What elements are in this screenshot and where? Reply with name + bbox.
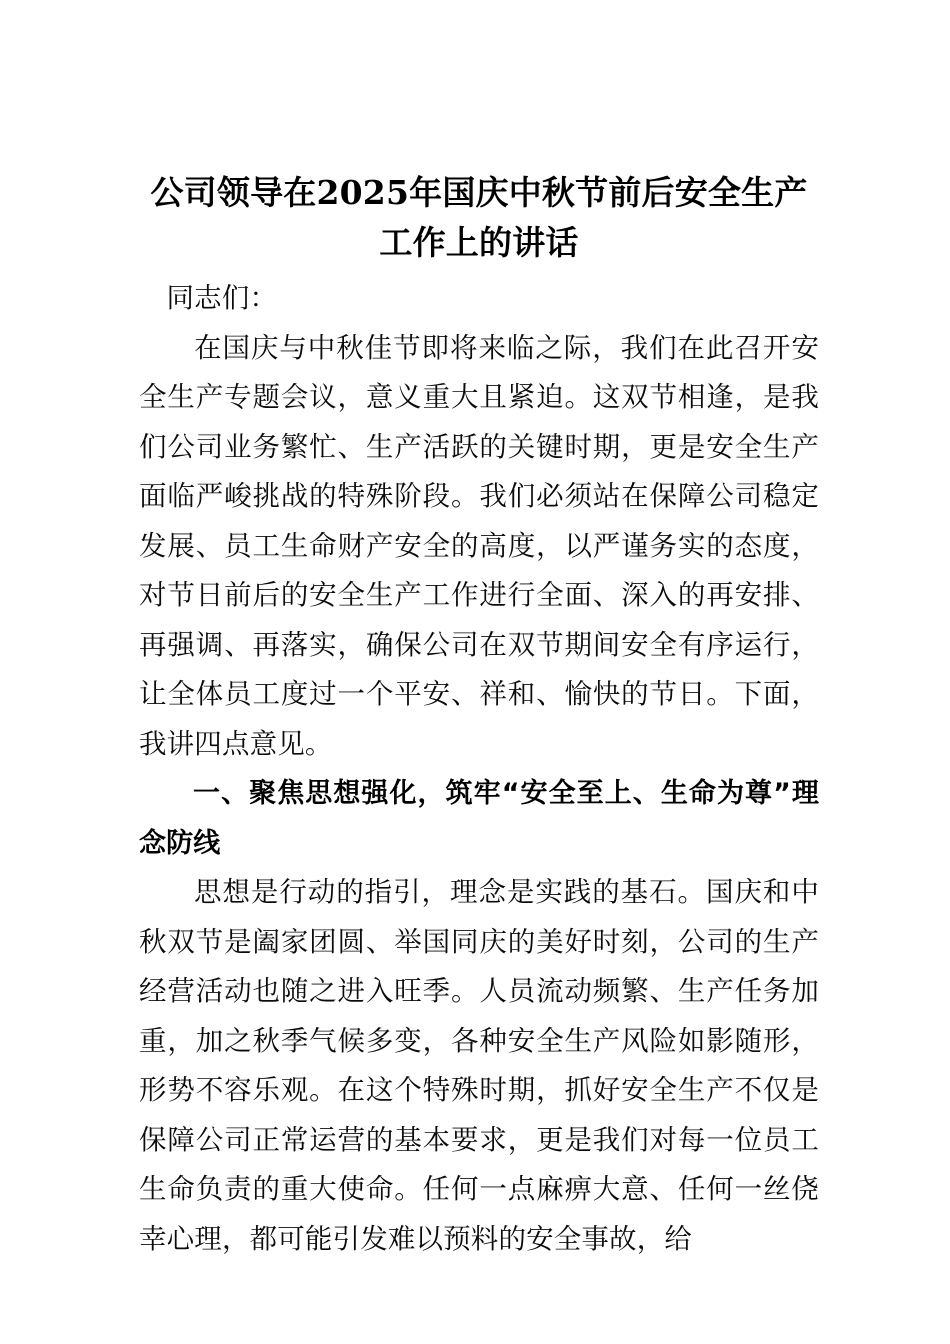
document-content (139, 168, 819, 1264)
page-title-line-1: 公司领导在2025年国庆中秋节前后安全生产 (150, 173, 808, 212)
section-heading-1: 一、聚焦思想强化，筑牢“安全至上、生命为尊”理念防线 (139, 778, 819, 859)
paragraph-opening: 在国庆与中秋佳节即将来临之际，我们在此召开安全生产专题会议，意义重大且紧迫。这双节相逢，是我们公司业务繁忙、生产活跃的关键时期，更是安全生产面临严峻挑战的特殊阶段。我们必须站在保障公司稳定发展、员工生命财产安全的高度，以严谨务实的态度，对节日前后的安全生产工作进行全面、深入的再安排、再强调、再落实，确保公司在双节期间安全有序运行，让全体员工度过一个平安、祥和、愉快的节日。下面，我讲四点意见。 (139, 331, 819, 760)
salutation: 同志们： (166, 282, 278, 314)
paragraph-section-1-body: 思想是行动的指引，理念是实践的基石。国庆和中秋双节是阖家团圆、举国同庆的美好时刻，公司的生产经营活动也随之进入旺季。人员流动频繁、生产任务加重，加之秋季气候多变，各种安全生产风险如影随形，形势不容乐观。在这个特殊时期，抓好安全生产不仅是保障公司正常运营的基本要求，更是我们对每一位员工生命负责的重大使命。任何一点麻痹大意、任何一丝侥幸心理，都可能引发难以预料的安全事故，给 (139, 876, 819, 1255)
page-title (139, 168, 819, 268)
page-title-line-2: 工作上的讲话 (379, 223, 579, 262)
